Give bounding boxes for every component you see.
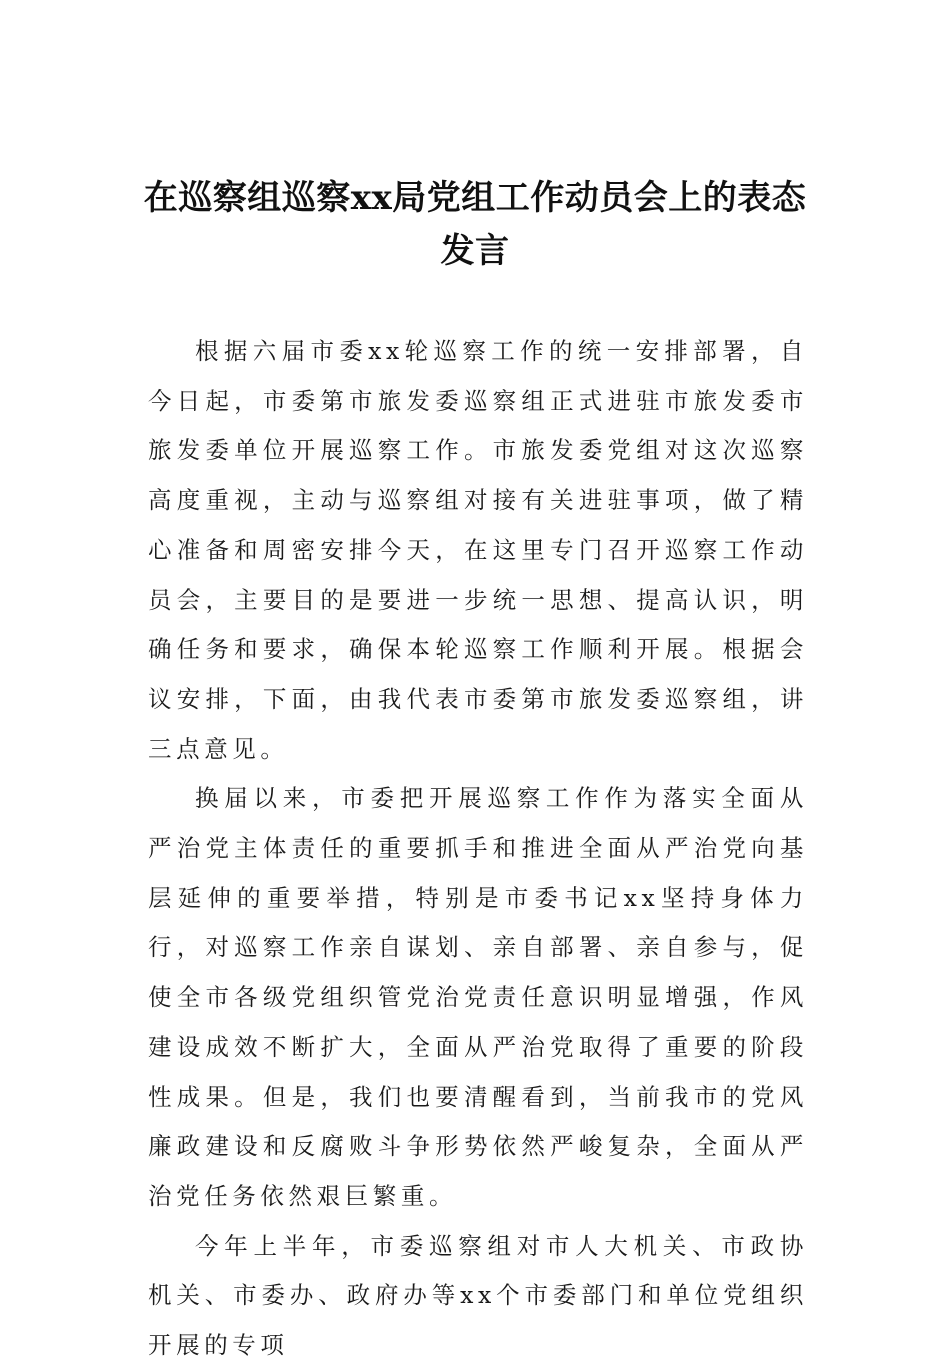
document-body — [148, 327, 808, 1371]
paragraph-1: 根据六届市委xx轮巡察工作的统一安排部署，自今日起，市委第市旅发委巡察组正式进驻市旅发委市旅发委单位开展巡察工作。市旅发委党组对这次巡察高度重视，主动与巡察组对接有关进驻事项，做了精心准备和周密安排今天，在这里专门召开巡察工作动员会，主要目的是要进一步统一思想、提高认识，明确任务和要求，确保本轮巡察工作顺利开展。根据会议安排，下面，由我代表市委第市旅发委巡察组，讲三点意见。 — [148, 337, 808, 763]
document-title: 在巡察组巡察xx局党组工作动员会上的表态发言 — [143, 178, 807, 271]
paragraph-3: 今年上半年，市委巡察组对市人大机关、市政协机关、市委办、政府办等xx个市委部门和单位党组织开展的专项 — [148, 1231, 808, 1360]
paragraph-2: 换届以来，市委把开展巡察工作作为落实全面从严治党主体责任的重要抓手和推进全面从严治党向基层延伸的重要举措，特别是市委书记xx坚持身体力行，对巡察工作亲自谋划、亲自部署、亲自参与，促使全市各级党组织管党治党责任意识明显增强，作风建设成效不断扩大，全面从严治党取得了重要的阶段性成果。但是，我们也要清醒看到，当前我市的党风廉政建设和反腐败斗争形势依然严峻复杂，全面从严治党任务依然艰巨繁重。 — [148, 784, 808, 1210]
